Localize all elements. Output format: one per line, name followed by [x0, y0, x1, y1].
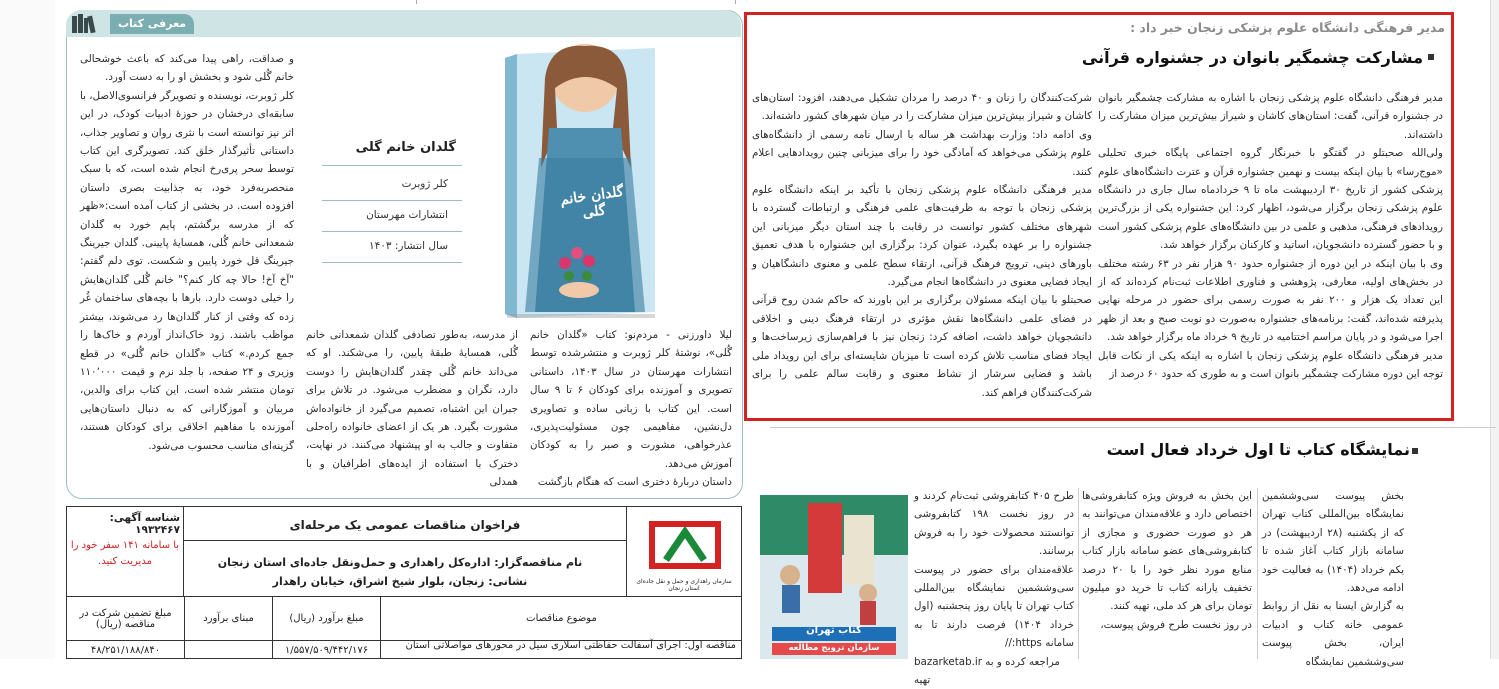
info-divider: [322, 200, 462, 201]
column-rule: [1078, 488, 1079, 659]
info-divider: [322, 165, 462, 166]
book-paragraph: لیلا داورزنی - مردم‌نو: کتاب «گلدان خانم گُلی»، نوشتهٔ کلر ژوبرت و منتشرشده توسط انتشارات مهرستان در سال ۱۴۰۳، داستانی تصویری و آموزنده برای کودکان ۶ تا ۹ سال است. این کتاب با زبانی ساده و تصاویری دل‌نشین، مفاهیمی چون مسئولیت‌پذیری، عذرخواهی، مشورت و صبر را به کودکان آموزش می‌دهد.: [530, 329, 732, 470]
ad-address: نشانی: زنجان، بلوار شیخ اشراق، خیابان راهدار: [272, 575, 528, 588]
book-paragraph: و صداقت، راهی پیدا می‌کند که باعث خوشحالی خانم گُلی شود و بخشش او را به دست آورد.: [80, 53, 294, 84]
top-column-rule: [416, 0, 417, 4]
article-headline: مشارکت چشمگیر بانوان در جشنواره قرآنی: [1081, 48, 1423, 67]
table-cell-estimate: ۱/۵۵۷/۵۰۹/۴۴۲/۱۷۶: [284, 645, 369, 656]
expo-column-2: [1082, 487, 1252, 659]
article-paragraph: شرکت‌کنندگان را زنان و ۴۰ درصد را مردان تشکیل می‌دهند، افزود: استان‌های کاشان و شیراز بیش‌ترین میزان مشارکت را در میان شهرهای کشور داشته‌اند.: [752, 92, 1092, 123]
book-review-column-2: [306, 326, 518, 491]
books-icon: [70, 13, 98, 35]
headline-bullet: [1412, 448, 1418, 454]
article-paragraph: مدیر فرهنگی دانشگاه علوم پزشکی زنجان با اشاره به مشارکت چشمگیر بانوان در جشنواره قرآنی، گفت: استان‌های کاشان و شیراز بیش‌ترین میزان مشارکت را داشته‌اند.: [1098, 92, 1443, 141]
poster-subtitle: سازمان ترویج مطالعه: [788, 643, 880, 653]
expo-headline: نمایشگاه کتاب تا اول خرداد فعال است: [1106, 440, 1410, 459]
headline-bullet: [1428, 54, 1434, 60]
expo-paragraph: علاقه‌مندان برای حضور در پیوست سی‌وششمین نمایشگاه بین‌المللی کتاب تهران تا پایان روز پنجشنبه (اول خرداد ۱۴۰۴) فرصت دارند تا به سامانه https://: [914, 563, 1074, 650]
book-paragraph: داستان دربارهٔ دختری است که هنگام بازگشت: [537, 476, 732, 489]
top-column-rule-2: [735, 0, 736, 4]
book-review-column-1: [530, 326, 732, 491]
article-paragraph: وی با بیان اینکه در این دوره از جشنواره حدود ۹۰ هزار نفر در ۶۳ رشته مختلف در بخش‌های اولیه، معارفی، پژوهشی و فناوری اطلاعات ثبت‌نام کرده‌اند که از این تعداد یک هزار و ۲۰۰ نفر به صورت رسمی برای حضور در مرحله نهایی پذیرفته شده‌اند، گفت: برنامه‌های جشنواره به‌صورت دو نوبت صبح و بعد از ظهر اجرا می‌شود و در پایان مراسم اختتامیه در تاریخ ۹ خرداد ماه برگزار خواهد شد.: [1098, 257, 1443, 344]
ad-title-divider: [184, 540, 626, 541]
table-cell-subject: مناقصه اول: اجرای آسفالت حفاظتی اسلاری سیل در محورهای مواصلاتی استان: [405, 640, 736, 651]
book-paragraph: کلر ژوبرت، نویسنده و تصویرگر فرانسوی‌الاصل، با سابقه‌ای درخشان در حوزهٔ ادبیات کودک، در این اثر نیز توانسته است با نثری روان و تصاویر جذاب، داستانی تأثیرگذار خلق کند. تصویرگری این کتاب توسط سحر پری‌رخ انجام شده است، که با سبک منحصربه‌فرد خود، به جذابیت بصری داستان افزوده است. در بخشی از کتاب آمده است:«ظهر که از مدرسه برگشتم، پایم خورد به گلدان شمعدانی خانم گُلی، همسایهٔ پایینی. گلدان جیرینگ جیرینگ قل خورد پایین و شکست. توی دلم گفتم: "آخ آخ! حالا چه کار کنم؟" خانم گُلی گلدان‌هایش را خیلی دوست دارد. بارها با بچه‌های ساختمان غُر زده که وقتی از کنار گلدان‌ها رد می‌شوند، بیشتر مواظب باشند. زود خاک‌انداز آوردم و خاک‌ها را جمع کردم.» کتاب «گلدان خانم گُلی» در قطع وزیری و ۲۴ صفحه، با جلد نرم و قیمت ۱۱۰٬۰۰۰ تومان منتشر شده است. این کتاب برای والدین، مربیان و آموزگارانی که به دنبال داستان‌هایی آموزنده با مفاهیم اخلاقی برای کودکان هستند، گزینه‌ای مناسب محسوب می‌شود.: [80, 89, 294, 452]
article-paragraph: صحبتلو با بیان اینکه مسئولان برگزاری بر این باورند که حاکم شدن روح قرآنی در فضای علمی دانشگاه‌ها نقش مؤثری در ارتقاء فرهنگ دینی و اخلاقی دانشجویان خواهد داشت، اضافه کرد: زنجان نیز با فراهم‌سازی زیرساخت‌ها و ایجاد فضای مناسب تلاش کرده است تا میزبان شایسته‌ای برای این رویداد ملی باشد و فضایی سرشار از نشاط معنوی و رقابت سالم علمی را برای شرکت‌کنندگان فراهم کند.: [752, 294, 1092, 399]
book-publisher: انتشارات مهرستان: [366, 209, 448, 221]
article-paragraph: مدیر فرهنگی دانشگاه علوم پزشکی زنجان با اشاره به اینکه یکی از نکات قابل توجه این دوره مشارکت چشمگیر بانوان است و به طوری که حدود ۶۰ درصد از: [1098, 349, 1443, 381]
ad-note: با سامانه ۱۴۱ سفر خود را مدیریت کنید.: [70, 540, 180, 567]
table-cell-guarantee: ۴۸/۲۵۱/۱۸۸/۸۴۰: [90, 645, 161, 656]
page-left-margin: [0, 0, 55, 659]
expo-column-3: [914, 487, 1074, 687]
expo-column-1: [1262, 487, 1404, 668]
book-author: کلر ژوبرت: [401, 178, 448, 190]
expo-paragraph: این بخش به فروش ویژه کتابفروشی‌ها اختصاص دارد و علاقه‌مندان می‌توانند به هر دو صورت حضوری و مجازی از کتابفروشی‌های عضو سامانه بازار کتاب منابع مورد نظر خود را با ۲۰ درصد تخفیف یارانه کتاب تا خرید دو میلیون تومان برای هر کد ملی، تهیه کنند.: [1082, 490, 1252, 613]
expo-paragraph: به گزارش ایسنا به نقل از روابط عمومی خانه کتاب و ادبیات ایران، بخش پیوست سی‌وششمین نمایشگاه: [1262, 600, 1404, 668]
article-paragraph: وی ادامه داد: وزارت بهداشت هر ساله با ارسال نامه رسمی از دانشگاه‌های علوم پزشکی می‌خواهد که آمادگی خود را برای میزبانی چنین رویدادهایی اعلام کنند.: [752, 128, 1092, 178]
book-intro-banner-label: معرفی کتاب: [110, 14, 194, 34]
ad-logo-caption: سازمان راهداری و حمل و نقل جاده‌ای استان زنجان: [636, 578, 732, 592]
expo-paragraph: بخش پیوست سی‌وششمین نمایشگاه بین‌المللی کتاب تهران که از یکشنبه (۲۸ اردیبهشت) در سامانه بازار کتاب آغاز شده تا یکم خرداد (۱۴۰۴) به فعالیت خود ادامه می‌دهد.: [1262, 490, 1404, 595]
book-paragraph: از مدرسه، به‌طور تصادفی گلدان شمعدانی خانم گُلی، همسایهٔ طبقهٔ پایین، را می‌شکند. او که می‌داند خانم گُلی چقدر گلدان‌هایش را دوست دارد، نگران و مضطرب می‌شود. در تلاش برای جبران این اشتباه، تصمیم می‌گیرد از خانواده‌اش مشورت بگیرد. هر یک از اعضای خانواده راه‌حلی متفاوت و جالب به او پیشنهاد می‌کنند. در نهایت، دخترک با استفاده از ایده‌های اطرافیان و با همدلی: [306, 329, 518, 489]
book-cover-title: گلدان خانم گلی: [559, 183, 625, 222]
expo-paragraph: bazarketab.ir مراجعه کرده و به تهیه: [914, 655, 1060, 687]
article-paragraph: مدیر فرهنگی دانشگاه علوم پزشکی زنجان با تأکید بر اینکه دانشگاه علوم پزشکی زنجان با توجه به ظرفیت‌های علمی فرهنگی و ارتباطات گسترده با شهرهای مختلف کشور توانست در رقابت با چند استان دیگر میزبانی این جشنواره را بر عهده بگیرد، عنوان کرد: برگزاری این جشنواره با هدف تعمیق باورهای دینی، ترویج فرهنگ قرآنی، ارتقاء سطح علمی و معنوی دانشگاهیان و ایجاد فضایی معنوی در دانشگاه‌ها انجام می‌گیرد.: [752, 184, 1092, 289]
info-divider: [322, 231, 462, 232]
table-header-estimate: مبلغ برآورد (ریال): [289, 613, 364, 624]
expo-paragraph: طرح ۴۰۵ کتابفروشی ثبت‌نام کردند و در روز نخست ۱۹۸ کتابفروشی توانستند محصولات خود را به فروش برسانند.: [914, 490, 1074, 558]
book-title: گلدان خانم گلی: [355, 140, 456, 155]
book-cover-image: [505, 48, 655, 318]
ad-id-number: شناسه آگهی: ۱۹۳۲۴۶۷: [109, 512, 180, 536]
article-column-1: [1098, 89, 1443, 409]
table-header-guarantee: مبلغ تضمین شرکت در مناقصه (ریال): [79, 607, 172, 630]
book-review-column-3: [80, 50, 294, 490]
ad-organizer: نام مناقصه‌گزار: اداره‌کل راهداری و حمل‌ونقل جاده‌ای استان زنجان: [217, 556, 583, 569]
article-paragraph: ولی‌الله صحبتلو در گفتگو با خبرنگار گروه اجتماعی پایگاه خبری تحلیلی «موج‌رسا» با بیان اینکه بیست و نهمین جشنواره قرآن و عترت دانشگاه‌های علوم پزشکی کشور از تاریخ ۳۰ اردیبهشت ماه تا ۹ خردادماه سال جاری در دانشگاه علوم پزشکی زنجان برگزار می‌شود، اظهار کرد: این جشنواره یکی از بزرگ‌ترین رویدادهای فرهنگی، مذهبی و علمی در بین دانشگاه‌های علوم پزشکی کشور است و با حضور گسترده دانشجویان، اساتید و کارکنان برگزار خواهد شد.: [1098, 147, 1443, 252]
page-scrollbar[interactable]: [1490, 0, 1499, 659]
ad-title: فراخوان مناقصات عمومی یک مرحله‌ای: [289, 518, 521, 532]
poster-title: کتاب تهران: [806, 625, 862, 636]
section-divider: [770, 427, 1496, 428]
article-kicker: مدیر فرهنگی دانشگاه علوم پزشکی زنجان خبر داد :: [1130, 20, 1445, 35]
expo-paragraph: در روز نخست طرح فروش پیوست،: [1100, 618, 1252, 631]
table-header-basis: مبنای برآورد: [203, 613, 254, 624]
road-maintenance-logo-icon: [648, 516, 722, 574]
info-divider: [322, 262, 462, 263]
book-fair-poster-image: [760, 495, 908, 659]
book-year: سال انتشار: ۱۴۰۳: [368, 240, 448, 252]
table-header-subject: موضوع مناقصات: [526, 613, 597, 624]
column-rule: [1257, 488, 1258, 659]
article-column-2: [752, 89, 1092, 409]
